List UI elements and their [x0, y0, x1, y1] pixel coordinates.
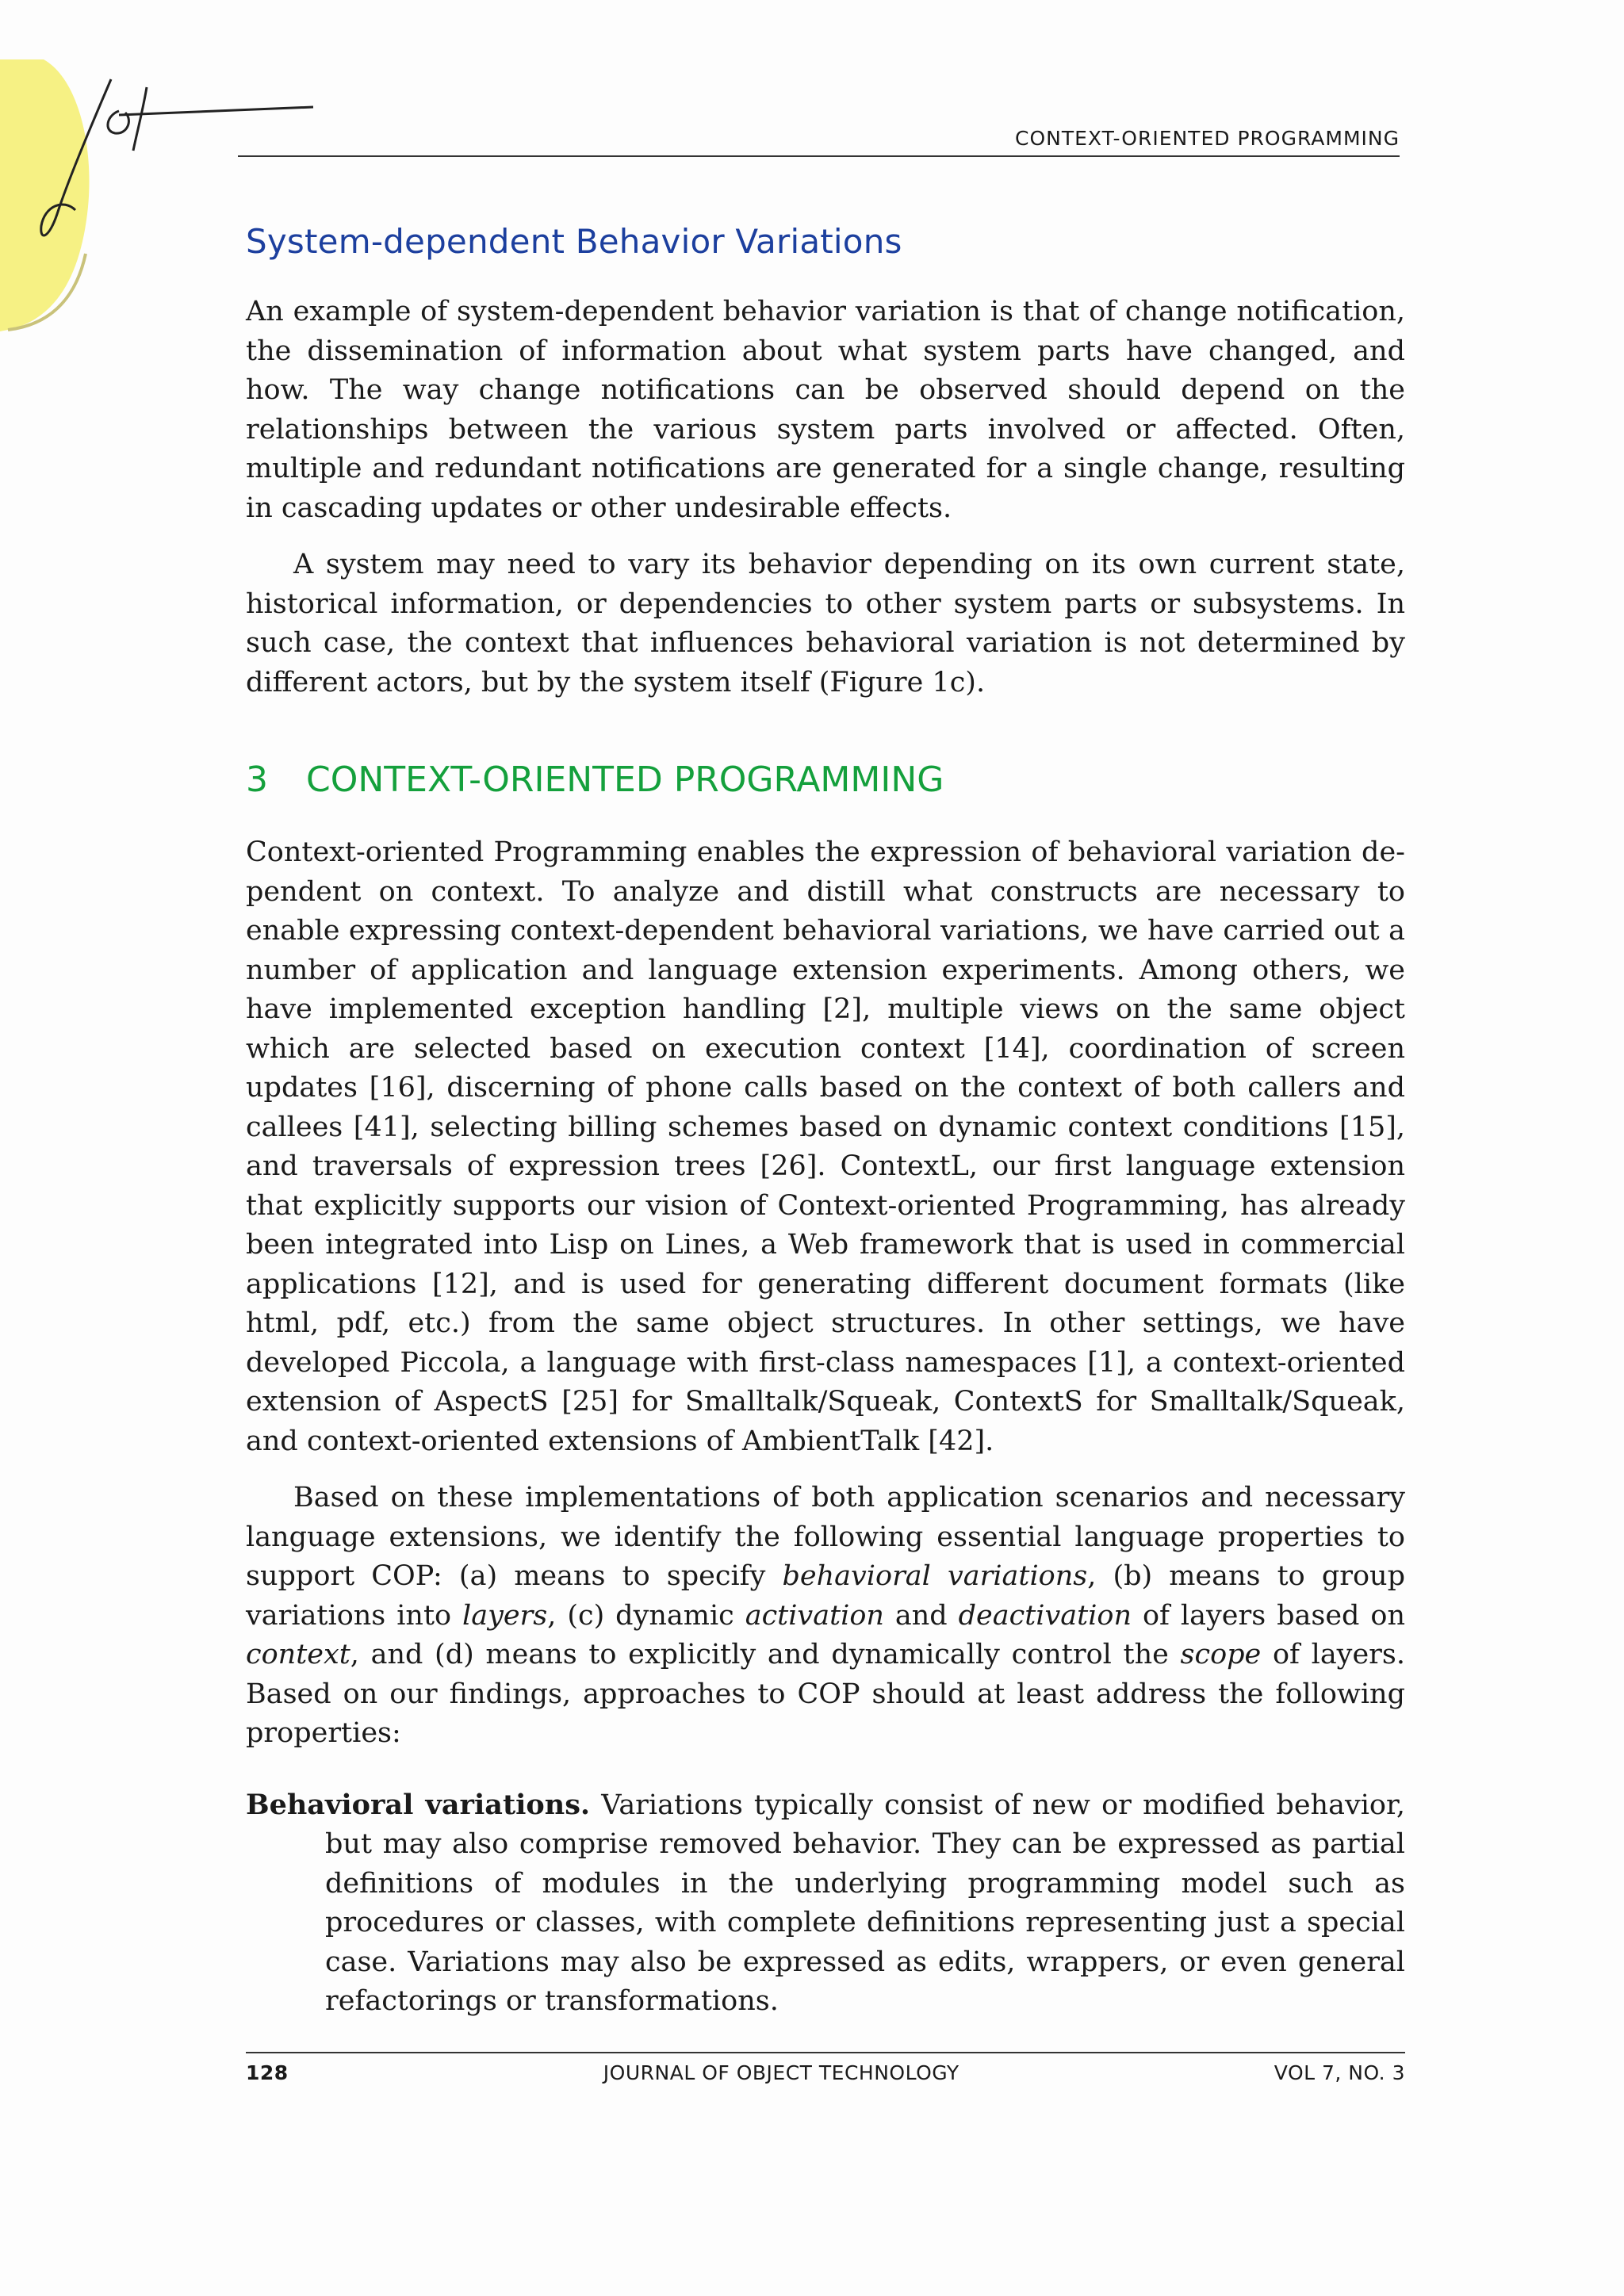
definition-text: Variations typically consist of new or modified behavior, but may also comprise removed behavior. They can be expressed as partial definitions of modules in the underlying programming model such as procedures or classes, with complete definitions representing just a special case. Variations may also be expressed as edits, wrappers, or even general refactorings or transformations. — [325, 1789, 1405, 2017]
paragraph: An example of system-dependent behavior variation is that of change notification, the dissemination of information about what system parts have changed, and how. The way change notifications can be observed should depend on the relationships between the various system parts involved or affected. Often, multiple and redundant notifications are generated for a single change, resulting in cascading updates or other undesirable effects. — [246, 296, 1405, 524]
page-body — [246, 222, 1405, 2022]
emphasis: layers — [462, 1599, 548, 1632]
emphasis: scope — [1180, 1639, 1262, 1670]
subsection-title: System-dependent Behavior Variations — [246, 222, 902, 261]
header-rule — [238, 155, 1400, 157]
paragraph-properties: Based on these implementations of both application scenarios and necessary language extensions, we identify the following essential language properties to support COP: (a) means to specify behavioral variations, (b) means to group variations into layers, (c) dynamic activation and deactivation of layers based on context, and (d) means to explicitly and dynamically control the scope of layers. Based on our findings, approaches to COP should at least address the following properties: — [246, 1482, 1406, 1749]
paragraph: A system may need to vary its behavior depending on its own current state, historical information, or dependencies to other system parts or subsystems. In such case, the context that influences behavioral variation is not determined by different actors, but by the system itself (Figure 1c). — [246, 549, 1405, 698]
section-number: 3 — [246, 760, 268, 800]
emphasis: activation — [745, 1599, 884, 1632]
page-number: 128 — [246, 2061, 289, 2084]
page-footer — [246, 2061, 1405, 2084]
paragraph: Context-oriented Programming enables the expression of behavioral variation dependent on context. To analyze and distill what constructs are necessary to enable expressing context-dependent behavioral variations, we have carried out a number of application and language extension experiments. Among others, we have implemented exception handling [2], multiple views on the same object which are selected based on execution context [14], coordination of screen updates [16], discerning of phone calls based on the context of both callers and callees [41], selecting billing schemes based on dynamic context conditions [15], and traversals of expression trees [26]. ContextL, our first language extension that explicitly supports our vision of Context-oriented Programming, has already been integrated into Lisp on Lines, a Web framework that is used in commercial applications [12], and is used for generating different document formats (like html, pdf, etc.) from the same object structures. In other settings, we have developed Piccola, a language with first-class namespaces [1], a context-oriented extension of AspectS [25] for Smalltalk/Squeak, ContextS for Smalltalk/Squeak, and context-oriented extensions of AmbientTalk [42]. — [246, 836, 1405, 1457]
emphasis: behavioral variations — [782, 1560, 1088, 1592]
emphasis: context — [246, 1639, 350, 1670]
section-heading — [246, 760, 1405, 800]
footer-rule — [246, 2052, 1405, 2053]
section-title: CONTEXT-ORIENTED PROGRAMMING — [306, 760, 944, 800]
journal-name: JOURNAL OF OBJECT TECHNOLOGY — [603, 2061, 959, 2084]
definition-item — [246, 1785, 1405, 2022]
running-header: CONTEXT-ORIENTED PROGRAMMING — [1014, 127, 1400, 150]
emphasis: deactivation — [958, 1599, 1132, 1632]
volume-info: VOL 7, NO. 3 — [1274, 2061, 1405, 2084]
definition-term: Behavioral variations. — [246, 1788, 591, 1821]
